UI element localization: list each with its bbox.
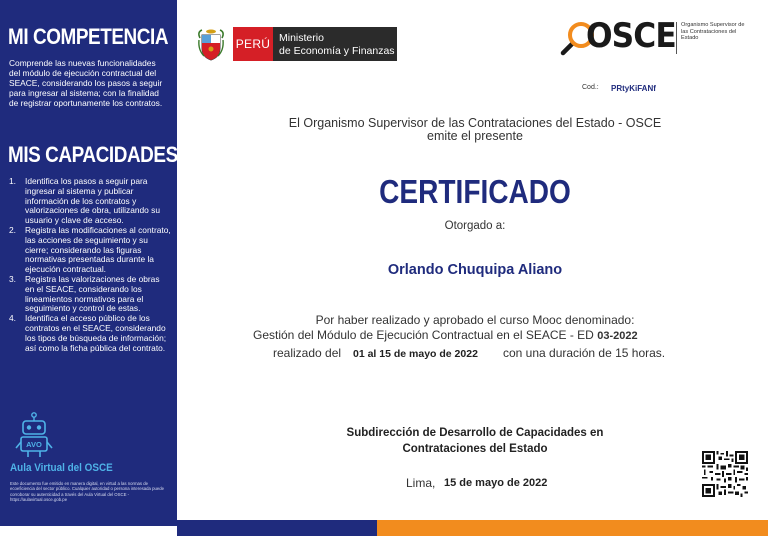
issue-date: 15 de mayo de 2022 [444, 477, 548, 489]
code-value: PRtyKiFANf [611, 84, 656, 93]
list-item: 3. Registra las valorizaciones de obras en el SEACE, considerando los lineamientos normativos para el seguimiento y control de estas. [9, 273, 160, 314]
list-item: 2. Registra las modificaciones al contrato, las acciones de seguimiento y su cierre; considerando las figuras normativas presentadas durante la ejecución contractual. [9, 224, 171, 275]
emite-line: emite el presente [427, 129, 523, 143]
signer-line-1: Subdirección de Desarrollo de Capacidades en [346, 427, 604, 439]
realizado-label: realizado del [273, 346, 342, 360]
osce-subtitle: Organismo Supervisor de las Contrataciones del Estado [681, 22, 745, 42]
course-intro: Por haber realizado y aprobado el curso Mooc denominado: [315, 313, 635, 327]
sidebar-panel [0, 0, 177, 526]
avo-robot-icon [14, 412, 54, 458]
capacidades-list [9, 177, 171, 353]
footer-bar-blue [177, 520, 377, 536]
list-item: 1. Identifica los pasos a seguir para ingresar al sistema y publicar información de los contratos y valorizaciones de obra, utilizando su usuario y clave de acceso. [9, 176, 161, 226]
recipient-name: Orlando Chuquipa Aliano [387, 262, 563, 278]
certificate-title: CERTIFICADO [379, 173, 571, 210]
code-label: Cod.: [582, 84, 599, 91]
osce-logo-text: OSCE [586, 16, 676, 56]
fine-print: Este documento fue emitido en manera digital, en virtud a las normas de ecoeficiencia del sector público. Cualquier autoridad o persona interesada puede corroborar su autenticidad a través del Aula Virtual del OSCE - https://aulavirtual.osce.gob.pe [10, 481, 165, 503]
signer-line-2: Contrataciones del Estado [402, 443, 548, 455]
place-label: Lima, [406, 476, 436, 490]
svg-text:AVO: AVO [26, 440, 42, 449]
aula-virtual-name: Aula Virtual del OSCE [10, 462, 113, 474]
duration-text: con una duración de 15 horas. [503, 346, 666, 360]
peru-coat-of-arms-icon [196, 28, 226, 62]
course-dates: 01 al 15 de mayo de 2022 [353, 348, 478, 360]
footer-bar-orange [377, 520, 768, 536]
list-item: 4. Identifica el acceso público de los contratos en el SEACE, considerando los tipos de búsqueda de información; así como la ficha pública del contrato. [9, 313, 167, 353]
peru-logo: PERÚ [233, 27, 273, 61]
competencia-text: Comprende las nuevas funcionalidades del módulo de ejecución contractual del SEACE, considerando los pasos a seguir para ingresar al sistema; con la finalidad de registrar oportunamente los contratos. [9, 58, 163, 108]
osce-divider [676, 22, 677, 54]
capacidades-heading: MIS CAPACIDADES [8, 142, 178, 167]
competencia-heading: MI COMPETENCIA [8, 24, 169, 49]
course-name: Gestión del Módulo de Ejecución Contractual en el SEACE - ED 03-2022 [253, 328, 638, 342]
qr-code-icon[interactable] [702, 451, 748, 497]
issuer-line: El Organismo Supervisor de las Contrataciones del Estado - OSCE [288, 116, 662, 130]
course-edition: 03-2022 [597, 330, 638, 342]
granted-to-label: Otorgado a: [444, 220, 506, 232]
ministerio-logo: Ministerio de Economía y Finanzas [273, 27, 397, 61]
